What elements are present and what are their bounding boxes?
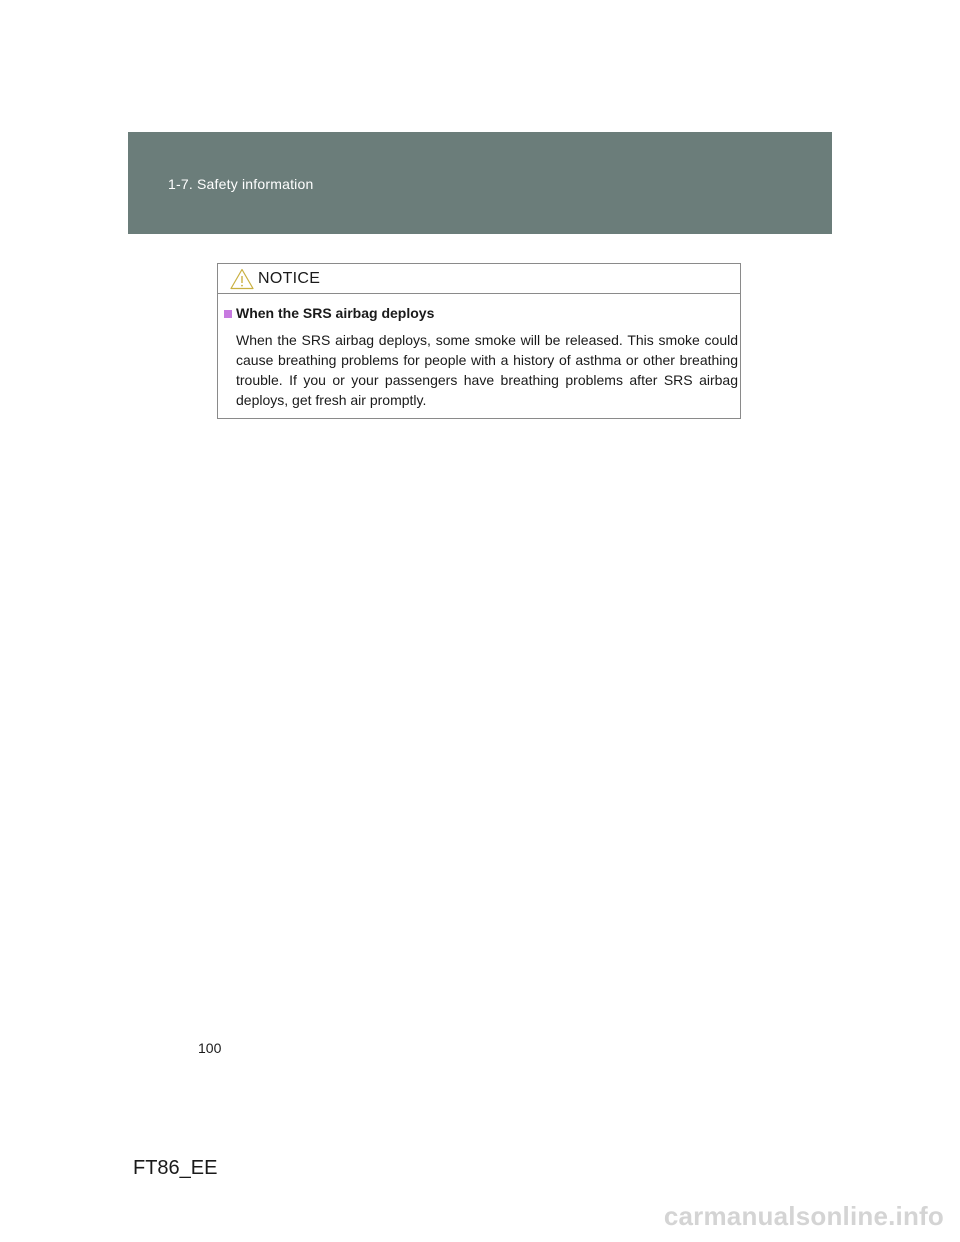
notice-box: [217, 263, 741, 419]
page-number: 100: [198, 1040, 222, 1056]
notice-item-heading: When the SRS airbag deploys: [236, 305, 435, 321]
section-header-band: [128, 132, 832, 234]
section-title: 1-7. Safety information: [168, 176, 314, 192]
watermark: carmanualsonline.info: [663, 1201, 944, 1231]
bullet-square-icon: [224, 310, 232, 318]
notice-header: [218, 264, 740, 294]
notice-label: NOTICE: [258, 270, 321, 287]
warning-triangle-icon: [230, 268, 254, 290]
document-code: FT86_EE: [133, 1157, 218, 1179]
notice-item-text: When the SRS airbag deploys, some smoke will be released. This smoke could cause breathing problems for people with a history of asthma or other breathing trouble. If you or your passengers have breathing problems after SRS airbag deploys, get fresh air promptly.: [236, 332, 738, 408]
